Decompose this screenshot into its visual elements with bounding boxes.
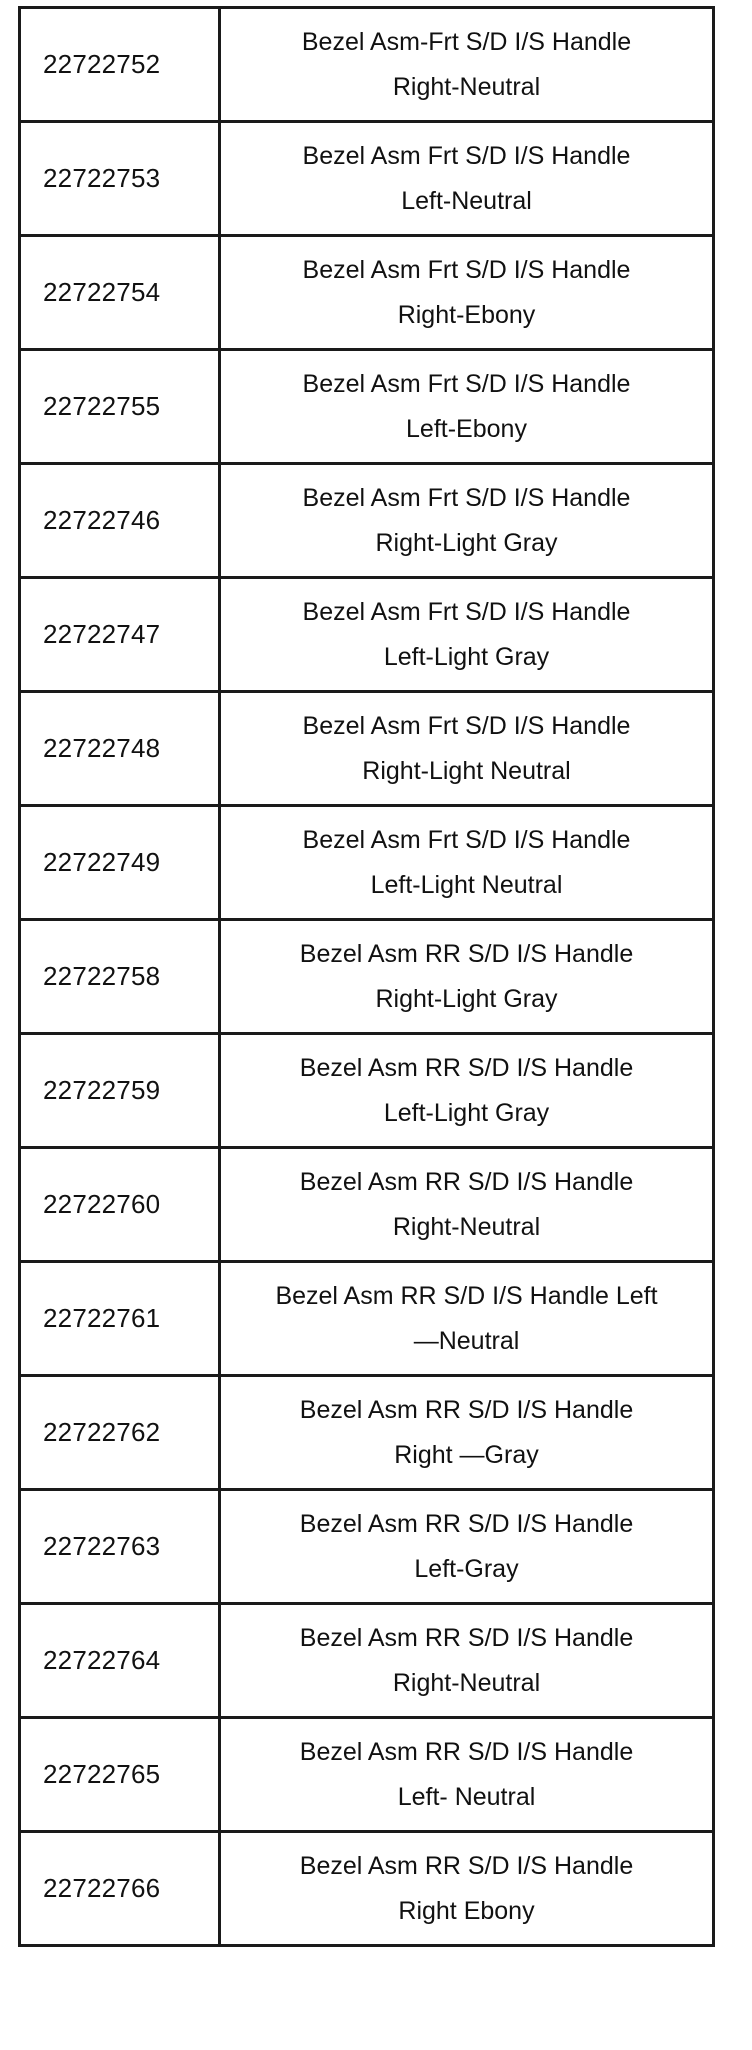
description-line-1: Bezel Asm Frt S/D I/S Handle <box>302 711 631 740</box>
description-line-2: Right-Ebony <box>397 300 536 329</box>
table-row <box>20 1034 714 1148</box>
part-number-cell: 22722765 <box>20 1718 220 1832</box>
description-line-2: Right-Light Gray <box>375 528 558 557</box>
description-cell <box>220 578 714 692</box>
description-cell <box>220 464 714 578</box>
parts-table <box>18 6 715 1947</box>
table-row <box>20 920 714 1034</box>
part-number-cell: 22722753 <box>20 122 220 236</box>
description-line-1: Bezel Asm Frt S/D I/S Handle <box>302 597 631 626</box>
description-cell <box>220 1148 714 1262</box>
description-line-2: Right-Light Neutral <box>362 756 571 785</box>
description-line-1: Bezel Asm-Frt S/D I/S Handle <box>301 27 632 56</box>
part-number-cell: 22722748 <box>20 692 220 806</box>
description-cell <box>220 350 714 464</box>
description-line-1: Bezel Asm Frt S/D I/S Handle <box>302 825 631 854</box>
table-row <box>20 1376 714 1490</box>
description-line-1: Bezel Asm RR S/D I/S Handle <box>299 1053 634 1082</box>
part-number-cell: 22722752 <box>20 8 220 122</box>
description-line-2: Left-Light Neutral <box>370 870 563 899</box>
description-cell <box>220 692 714 806</box>
description-cell <box>220 1262 714 1376</box>
description-cell <box>220 1718 714 1832</box>
part-number-cell: 22722761 <box>20 1262 220 1376</box>
description-cell <box>220 1490 714 1604</box>
description-line-2: —Neutral <box>413 1326 520 1355</box>
description-line-2: Left-Ebony <box>406 414 527 443</box>
description-line-1: Bezel Asm Frt S/D I/S Handle <box>302 369 631 398</box>
description-cell <box>220 236 714 350</box>
description-line-1: Bezel Asm Frt S/D I/S Handle <box>302 483 631 512</box>
table-row <box>20 8 714 122</box>
part-number-cell: 22722759 <box>20 1034 220 1148</box>
description-cell <box>220 1604 714 1718</box>
table-row <box>20 464 714 578</box>
description-line-2: Left- Neutral <box>397 1782 536 1811</box>
description-line-2: Left-Neutral <box>401 186 532 215</box>
part-number-cell: 22722763 <box>20 1490 220 1604</box>
table-row <box>20 1832 714 1946</box>
table-row <box>20 236 714 350</box>
description-line-1: Bezel Asm Frt S/D I/S Handle <box>302 255 631 284</box>
table-row <box>20 1148 714 1262</box>
table-row <box>20 692 714 806</box>
description-cell <box>220 1832 714 1946</box>
table-row <box>20 122 714 236</box>
description-line-2: Right-Neutral <box>392 72 541 101</box>
description-line-1: Bezel Asm RR S/D I/S Handle <box>299 1167 634 1196</box>
description-line-1: Bezel Asm RR S/D I/S Handle <box>299 939 634 968</box>
table-row <box>20 1490 714 1604</box>
table-row <box>20 806 714 920</box>
description-line-1: Bezel Asm RR S/D I/S Handle <box>299 1509 634 1538</box>
table-row <box>20 350 714 464</box>
part-number-cell: 22722758 <box>20 920 220 1034</box>
description-cell <box>220 1376 714 1490</box>
description-line-1: Bezel Asm RR S/D I/S Handle <box>299 1851 634 1880</box>
description-line-1: Bezel Asm RR S/D I/S Handle <box>299 1395 634 1424</box>
description-cell <box>220 8 714 122</box>
table-row <box>20 1262 714 1376</box>
description-cell <box>220 1034 714 1148</box>
table-row <box>20 578 714 692</box>
description-line-1: Bezel Asm RR S/D I/S Handle Left <box>275 1281 658 1310</box>
part-number-cell: 22722760 <box>20 1148 220 1262</box>
table-row <box>20 1604 714 1718</box>
description-cell <box>220 122 714 236</box>
description-line-2: Right-Neutral <box>392 1212 541 1241</box>
description-line-2: Right Ebony <box>398 1896 535 1925</box>
description-line-2: Right-Neutral <box>392 1668 541 1697</box>
description-line-1: Bezel Asm RR S/D I/S Handle <box>299 1737 634 1766</box>
description-cell <box>220 920 714 1034</box>
table-row <box>20 1718 714 1832</box>
part-number-cell: 22722766 <box>20 1832 220 1946</box>
description-line-2: Left-Gray <box>414 1554 519 1583</box>
part-number-cell: 22722762 <box>20 1376 220 1490</box>
description-line-2: Left-Light Gray <box>383 642 550 671</box>
description-line-2: Left-Light Gray <box>383 1098 550 1127</box>
part-number-cell: 22722755 <box>20 350 220 464</box>
part-number-cell: 22722747 <box>20 578 220 692</box>
part-number-cell: 22722754 <box>20 236 220 350</box>
parts-table-body <box>20 8 714 1946</box>
description-line-1: Bezel Asm Frt S/D I/S Handle <box>302 141 631 170</box>
description-line-2: Right —Gray <box>394 1440 539 1469</box>
description-line-2: Right-Light Gray <box>375 984 558 1013</box>
part-number-cell: 22722746 <box>20 464 220 578</box>
part-number-cell: 22722749 <box>20 806 220 920</box>
part-number-cell: 22722764 <box>20 1604 220 1718</box>
description-cell <box>220 806 714 920</box>
description-line-1: Bezel Asm RR S/D I/S Handle <box>299 1623 634 1652</box>
